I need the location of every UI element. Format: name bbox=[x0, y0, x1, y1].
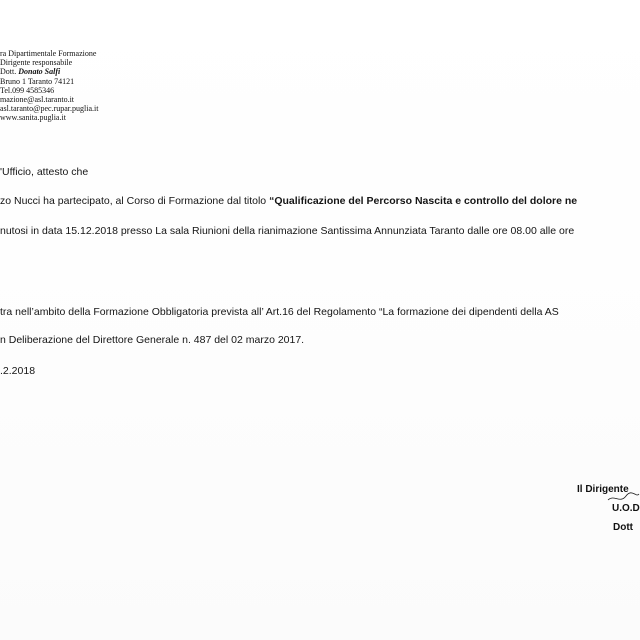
body-line-3: nutosi in data 15.12.2018 presso La sala Riunioni della rianimazione Santissima Annunziata Taranto dalle ore 08.00 alle ore bbox=[0, 225, 575, 237]
letterhead-title: Dott. bbox=[0, 67, 19, 77]
document-date: .2.2018 bbox=[0, 365, 36, 377]
signature-unit: U.O.D bbox=[612, 503, 640, 514]
letterhead bbox=[0, 49, 170, 123]
letterhead-pec: asl.taranto@pec.rupar.puglia.it bbox=[0, 104, 99, 114]
letterhead-role: Dirigente responsabile bbox=[0, 58, 73, 68]
body-line-2 bbox=[0, 195, 577, 207]
body-line-2-text: zo Nucci ha partecipato, al Corso di Formazione dal titolo bbox=[0, 195, 270, 207]
signature-role: Il Dirigente bbox=[577, 484, 629, 495]
letterhead-email: mazione@asl.taranto.it bbox=[0, 95, 75, 105]
signature-name: Dott bbox=[613, 522, 633, 533]
letterhead-manager bbox=[0, 67, 170, 76]
letterhead-phone: Tel.099 4585346 bbox=[0, 85, 55, 95]
letterhead-address: Bruno 1 Taranto 74121 bbox=[0, 76, 75, 86]
course-title: “Qualificazione del Percorso Nascita e controllo del dolore ne bbox=[269, 195, 578, 207]
body-line-4: tra nell’ambito della Formazione Obbligatoria prevista all’ Art.16 del Regolamento “La formazione dei dipendenti della AS bbox=[0, 306, 559, 318]
signature-stroke-icon bbox=[606, 490, 640, 530]
body-line-5: n Deliberazione del Direttore Generale n. 487 del 02 marzo 2017. bbox=[0, 334, 305, 346]
body-line-1: 'Ufficio, attesto che bbox=[0, 166, 89, 178]
letterhead-office: ra Dipartimentale Formazione bbox=[0, 49, 97, 58]
letterhead-website: www.sanita.puglia.it bbox=[0, 113, 66, 123]
letterhead-name: Donato Salfi bbox=[18, 67, 61, 77]
